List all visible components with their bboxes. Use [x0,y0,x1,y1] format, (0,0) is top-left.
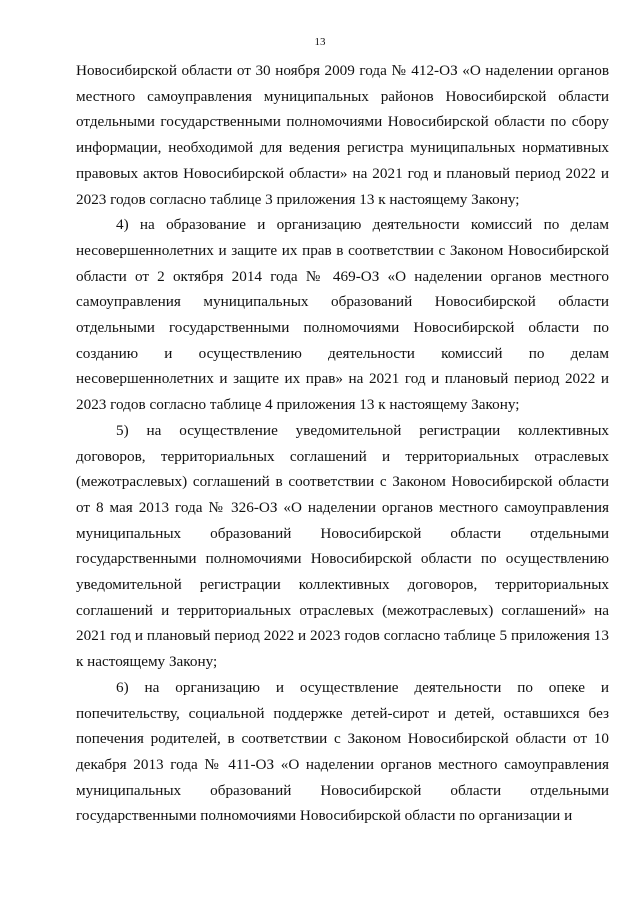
document-body [76,58,609,829]
page-number: 13 [314,36,326,48]
paragraph-item-5: 5) на осуществление уведомительной регистрации коллективных договоров, территориальных соглашений и территориальных отраслевых (межотраслевых) соглашений в соответствии с Законом Новосибирской области от 8 мая 2013 года № 326-ОЗ «О наделении органов местного самоуправления муниципальных образований Новосибирской области отдельными государственными полномочиями Новосибирской области по осуществлению уведомительной регистрации коллективных договоров, территориальных соглашений и территориальных отраслевых (межотраслевых) соглашений» на 2021 год и плановый период 2022 и 2023 годов согласно таблице 5 приложения 13 к настоящему Закону; [76,421,609,671]
paragraph-item-6: 6) на организацию и осуществление деятельности по опеке и попечительству, социальной поддержке детей-сирот и детей, оставшихся без попечения родителей, в соответствии с Законом Новосибирской области от 10 декабря 2013 года № 411-ОЗ «О наделении органов местного самоуправления муниципальных образований Новосибирской области отдельными государственными полномочиями Новосибирской области по организации и [76,678,609,825]
paragraph-item-4: 4) на образование и организацию деятельности комиссий по делам несовершеннолетних и защите их прав в соответствии с Законом Новосибирской области от 2 октября 2014 года № 469-ОЗ «О наделении органов местного самоуправления муниципальных образований Новосибирской области отдельными государственными полномочиями Новосибирской области по созданию и осуществлению деятельности комиссий по делам несовершеннолетних и защите их прав» на 2021 год и плановый период 2022 и 2023 годов согласно таблице 4 приложения 13 к настоящему Закону; [76,216,609,414]
paragraph-continuation: Новосибирской области от 30 ноября 2009 года № 412-ОЗ «О наделении органов местного самоуправления муниципальных районов Новосибирской области отдельными государственными полномочиями Новосибирской области по сбору информации, необходимой для ведения регистра муниципальных нормативных правовых актов Новосибирской области» на 2021 год и плановый период 2022 и 2023 годов согласно таблице 3 приложения 13 к настоящему Закону; [76,62,609,208]
